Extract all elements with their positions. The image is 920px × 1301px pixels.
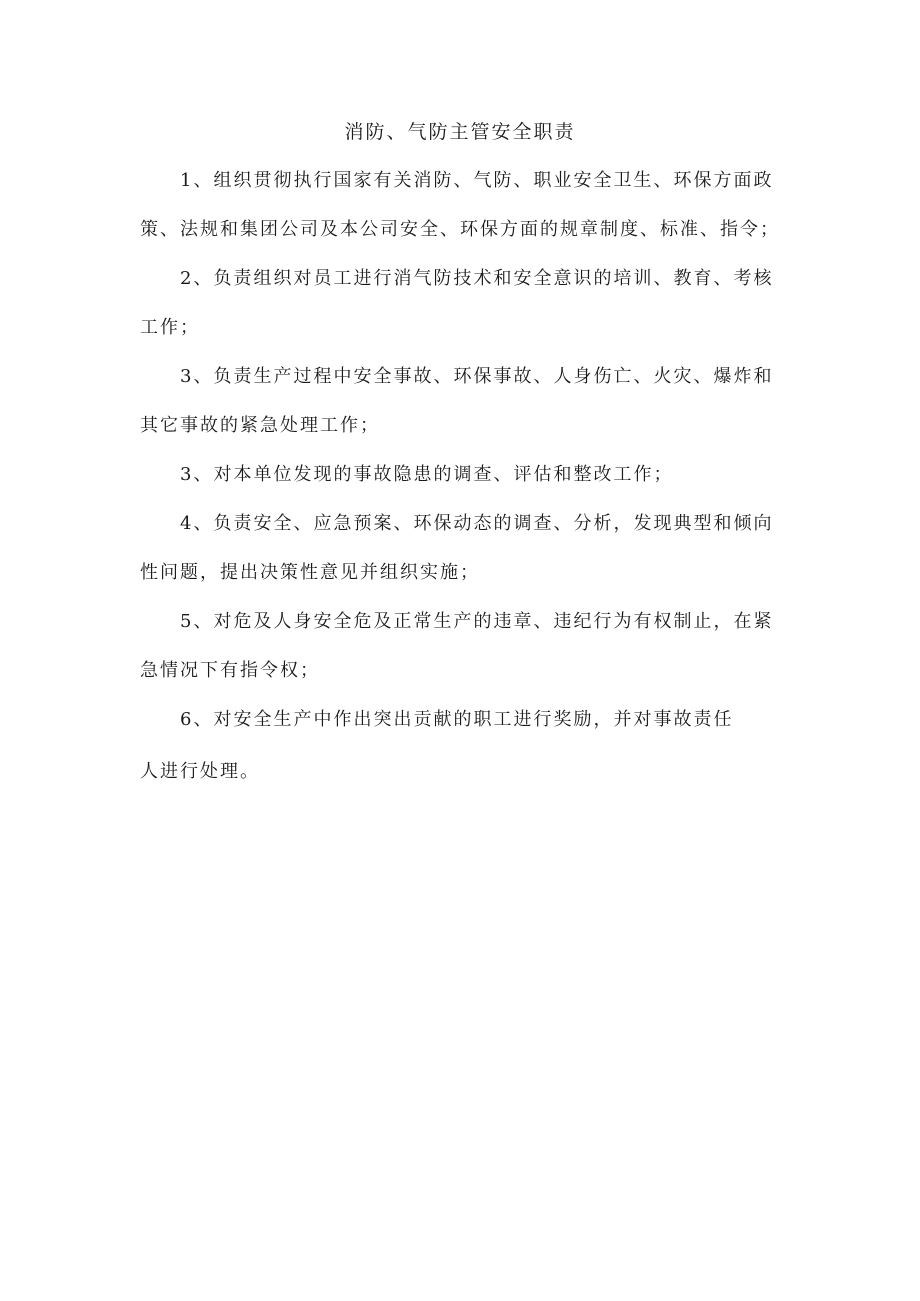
paragraph-6-line-2: 急情况下有指令权； [140, 660, 320, 681]
document-title: 消防、气防主管安全职责 [344, 121, 576, 143]
paragraph-7-line-2: 人进行处理。 [140, 761, 260, 782]
paragraph-5-line-2: 性问题，提出决策性意见并组织实施； [140, 562, 480, 583]
paragraph-2-line-1: 2、负责组织对员工进行消气防技术和安全意识的培训、教育、考核 [180, 268, 774, 289]
paragraph-3-line-1: 3、负责生产过程中安全事故、环保事故、人身伤亡、火灾、爆炸和 [180, 366, 774, 387]
paragraph-3-line-2: 其它事故的紧急处理工作； [140, 415, 380, 436]
paragraph-4-line-1: 3、对本单位发现的事故隐患的调查、评估和整改工作； [180, 464, 674, 485]
paragraph-7-line-1: 6、对安全生产中作出突出贡献的职工进行奖励，并对事故责任 [180, 709, 734, 730]
paragraph-1-line-1: 1、组织贯彻执行国家有关消防、气防、职业安全卫生、环保方面政 [180, 170, 774, 191]
paragraph-1-line-2: 策、法规和集团公司及本公司安全、环保方面的规章制度、标准、指令； [140, 219, 780, 240]
paragraph-5-line-1: 4、负责安全、应急预案、环保动态的调查、分析，发现典型和倾向 [180, 513, 774, 534]
paragraph-6-line-1: 5、对危及人身安全危及正常生产的违章、违纪行为有权制止，在紧 [180, 611, 774, 632]
paragraph-2-line-2: 工作； [140, 317, 200, 338]
